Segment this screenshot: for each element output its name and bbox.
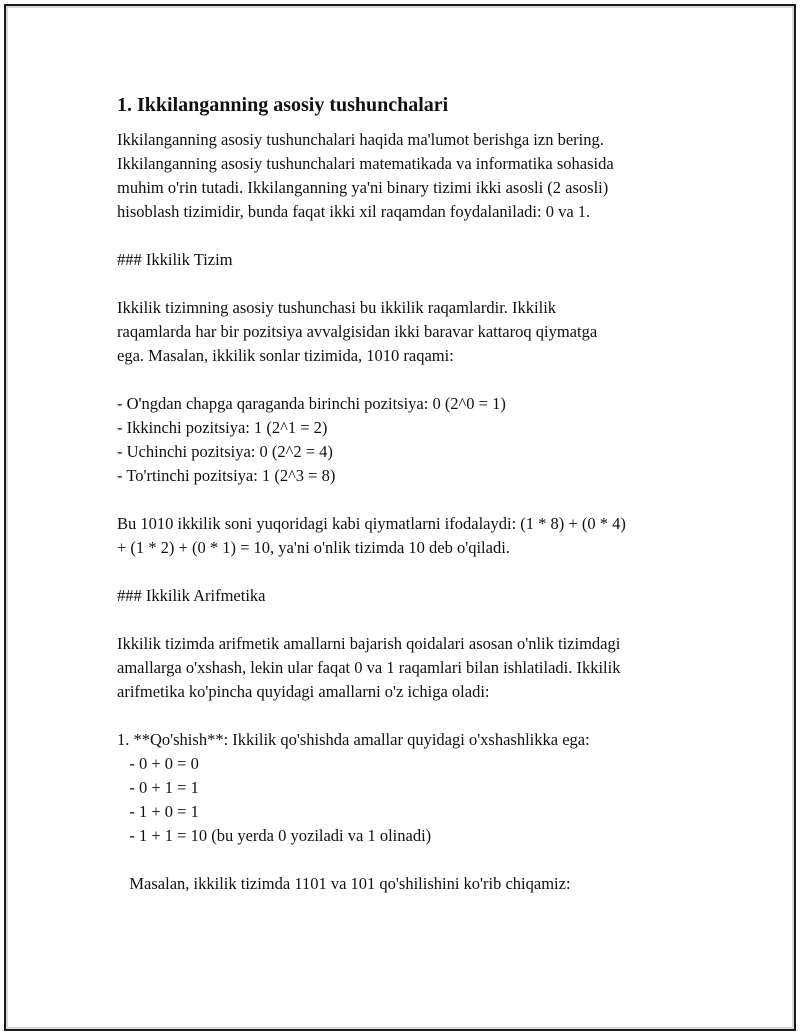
- blank-line: [117, 848, 692, 872]
- blank-line: [117, 368, 692, 392]
- subheading-line: ### Ikkilik Tizim: [117, 250, 233, 269]
- paragraph-line: Bu 1010 ikkilik soni yuqoridagi kabi qiymatlarni ifodalaydi: (1 * 8) + (0 * 4): [117, 514, 626, 533]
- blank-line: [117, 704, 692, 728]
- paragraph-line: Ikkilik tizimda arifmetik amallarni bajarish qoidalari asosan o'nlik tizimdagi: [117, 634, 621, 653]
- paragraph-line: arifmetika ko'pincha quyidagi amallarni o'z ichiga oladi:: [117, 682, 490, 701]
- list-item-line: - 0 + 1 = 1: [117, 778, 199, 797]
- paragraph-line: + (1 * 2) + (0 * 1) = 10, ya'ni o'nlik tizimda 10 deb o'qiladi.: [117, 538, 510, 557]
- paragraph-line: Masalan, ikkilik tizimda 1101 va 101 qo'shilishini ko'rib chiqamiz:: [117, 874, 571, 893]
- paragraph-line: muhim o'rin tutadi. Ikkilanganning ya'ni binary tizimi ikki asosli (2 asosli): [117, 178, 609, 197]
- list-item-line: - 1 + 0 = 1: [117, 802, 199, 821]
- list-item-line: - Uchinchi pozitsiya: 0 (2^2 = 4): [117, 442, 333, 461]
- paragraph-line: amallarga o'xshash, lekin ular faqat 0 va 1 raqamlari bilan ishlatiladi. Ikkilik: [117, 658, 621, 677]
- list-item-line: - 0 + 0 = 0: [117, 754, 199, 773]
- paragraph-line: raqamlarda har bir pozitsiya avvalgisidan ikki baravar kattaroq qiymatga: [117, 322, 598, 341]
- blank-line: [117, 608, 692, 632]
- document-text: [117, 128, 692, 896]
- paragraph-line: hisoblash tizimidir, bunda faqat ikki xil raqamdan foydalaniladi: 0 va 1.: [117, 202, 591, 221]
- numbered-item-line: 1. **Qo'shish**: Ikkilik qo'shishda amallar quyidagi o'xshashlikka ega:: [117, 730, 590, 749]
- list-item-line: - 1 + 1 = 10 (bu yerda 0 yoziladi va 1 olinadi): [117, 826, 432, 845]
- blank-line: [117, 488, 692, 512]
- list-item-line: - O'ngdan chapga qaraganda birinchi pozitsiya: 0 (2^0 = 1): [117, 394, 506, 413]
- list-item-line: - Ikkinchi pozitsiya: 1 (2^1 = 2): [117, 418, 328, 437]
- paragraph-line: Ikkilanganning asosiy tushunchalari matematikada va informatika sohasida: [117, 154, 614, 173]
- blank-line: [117, 272, 692, 296]
- section-title: 1. Ikkilanganning asosiy tushunchalari: [117, 94, 449, 116]
- subheading-line: ### Ikkilik Arifmetika: [117, 586, 266, 605]
- list-item-line: - To'rtinchi pozitsiya: 1 (2^3 = 8): [117, 466, 336, 485]
- blank-line: [117, 560, 692, 584]
- paragraph-line: Ikkilanganning asosiy tushunchalari haqida ma'lumot berishga izn bering.: [117, 130, 604, 149]
- paragraph-line: ega. Masalan, ikkilik sonlar tizimida, 1010 raqami:: [117, 346, 454, 365]
- document-body: [117, 92, 692, 896]
- paragraph-line: Ikkilik tizimning asosiy tushunchasi bu ikkilik raqamlardir. Ikkilik: [117, 298, 557, 317]
- blank-line: [117, 224, 692, 248]
